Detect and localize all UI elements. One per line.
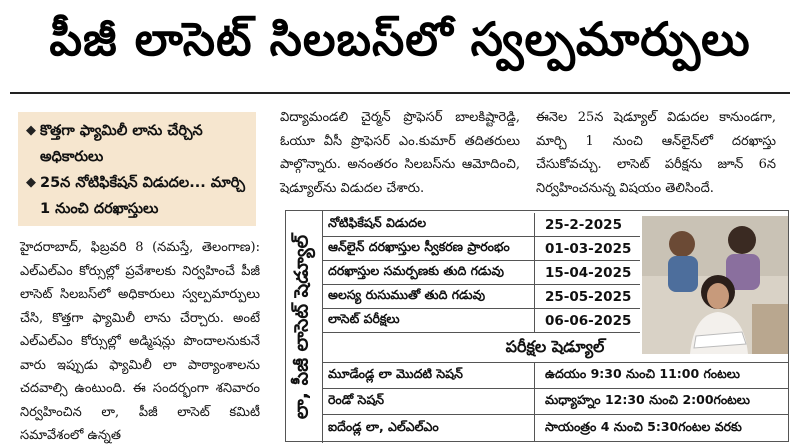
exam-label: రెండో సెషన్	[328, 392, 385, 407]
bullet-icon: ◆	[26, 175, 36, 190]
schedule-row	[322, 213, 640, 237]
exam-row	[322, 363, 788, 389]
headline: పీజీ లాసెట్ సిలబస్‌లో స్వల్పమార్పులు	[49, 12, 751, 66]
exam-row	[322, 389, 788, 415]
schedule-label: నోటిఫికేషన్ విడుదల	[328, 215, 427, 230]
highlight-text: 25న నోటిఫికేషన్ విడుదల... మార్చి 1 నుంచి దరఖాస్తులు	[40, 175, 245, 217]
exam-schedule-title: పరీక్షల షెడ్యూల్	[322, 335, 788, 363]
article-column-1	[20, 236, 260, 448]
headline-rule	[10, 92, 790, 94]
schedule-date: 06-06-2025	[534, 309, 640, 332]
article-text: హైదరాబాద్, ఫిబ్రవరి 8 (నమస్తే, తెలంగాణ): ఎల్‌ఎల్‌ఎం కోర్సుల్లో ప్రవేశాలకు నిర్వహించే పీజీ లాసెట్ సిలబస్‌లో అధికారులు స్వల్పమార్పులు చేసి, కొత్తగా ఫ్యామిలీ లాను చేర్చారు. అంటే ఎల్‌ఎల్‌ఎం కోర్సుల్లో అడ్మిషన్లు పొందాలనుకునే వారు ఇప్పుడు ఫ్యామిలీ లా పాఠ్యాంశాలను చదవాల్సి ఉంటుంది. ఈ సందర్భంగా శనివారం నిర్వహించిన లా, పీజీ లాసెట్ కమిటీ సమావేశంలో ఉన్నత	[20, 240, 260, 443]
schedule-label: ఆన్‌లైన్ దరఖాస్తుల స్వీకరణ ప్రారంభం	[328, 239, 510, 254]
schedule-vertical-title	[286, 211, 323, 443]
schedule-label: అలస్య రుసుముతో తుది గడువు	[328, 287, 486, 302]
schedule-date: 01-03-2025	[534, 237, 640, 260]
highlight-text: కొత్తగా ఫ్యామిలీ లాను చేర్చిన అధికారులు	[40, 123, 203, 165]
schedule-label: లాసెట్ పరీక్షలు	[328, 311, 400, 326]
schedule-row	[322, 261, 640, 285]
schedule-row	[322, 309, 640, 333]
exam-label: ఐదేండ్ల లా, ఎల్‌ఎల్‌ఎం	[328, 418, 439, 434]
exam-time: మధ్యాహ్నం 12:30 నుంచి 2:00గంటలు	[534, 389, 788, 414]
highlights-box	[18, 112, 256, 226]
highlight-item	[26, 170, 248, 222]
exam-label: మూడేండ్ల లా మొదటి సెషన్	[328, 366, 463, 381]
bullet-icon: ◆	[26, 123, 36, 138]
schedule-title-text: లా, పీజీ లాసెట్ షెడ్యూల్	[290, 234, 313, 420]
article-text: ఈనెల 25న షెడ్యూల్ విడుదల కానుండగా, మార్చి 1 నుంచి ఆన్‌లైన్‌లో దరఖాస్తు చేసుకోవచ్చు. లాసెట్ పరీక్షను జూన్ 6న నిర్వహించనున్న విషయం తెలిసిందే.	[536, 110, 776, 196]
article-column-2	[280, 106, 520, 200]
students-photo	[642, 216, 788, 354]
schedule-date: 25-05-2025	[534, 285, 640, 308]
schedule-date: 25-2-2025	[534, 213, 640, 236]
schedule-label: దరఖాస్తుల సమర్పణకు తుది గడువు	[328, 263, 504, 278]
schedule-date: 15-04-2025	[534, 261, 640, 284]
exam-time: సాయంత్రం 4 నుంచి 5:30గంటల వరకు	[534, 415, 788, 441]
schedule-row	[322, 237, 640, 261]
article-text: విద్యామండలి చైర్మన్ ప్రొఫెసర్ బాలకిష్టారెడ్డి, ఓయూ వీసీ ప్రొఫెసర్ ఎం.కుమార్ తదితరులు పాల్గొన్నారు. అనంతరం సిలబస్‌ను ఆమోదించి, షెడ్యూల్‌ను విడుదల చేశారు.	[280, 110, 520, 196]
exam-row	[322, 415, 788, 441]
schedule-row	[322, 285, 640, 309]
article-column-3	[536, 106, 776, 200]
highlight-item	[26, 118, 248, 170]
exam-time: ఉదయం 9:30 నుంచి 11:00 గంటలు	[534, 363, 788, 388]
